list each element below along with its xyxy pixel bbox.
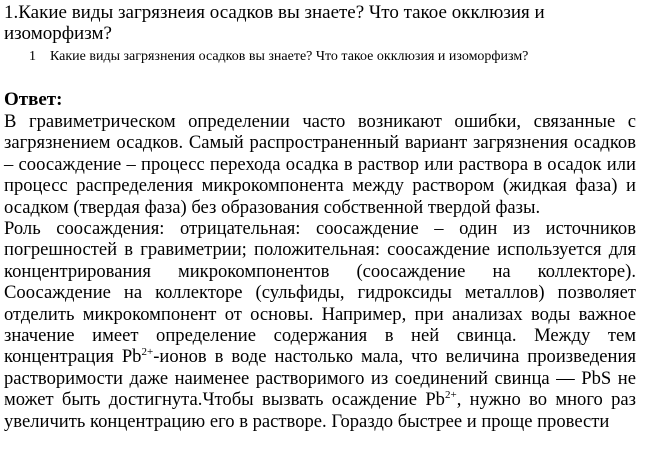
list-item-number: 1: [29, 49, 36, 64]
question-heading: 1.Какие виды загрязнеия осадков вы знаете? Что такое окклюзия и изоморфизм?: [4, 2, 545, 44]
question-list-item: [29, 48, 639, 66]
paragraph-text-part-2: -ионов в воде настолько мала, что величина произведения растворимости даже наименее растворимого из соединений свинца — PbS не может быть достигнута.Чтобы вызвать осаждение Pb: [4, 346, 636, 411]
answer-label: Ответ:: [4, 89, 63, 110]
superscript-charge-1: 2+: [141, 346, 154, 359]
answer-body: [4, 111, 636, 432]
paragraph-text-part-3: , нужно во много раз увеличить концентрацию его в растворе. Гораздо быстрее и проще провести: [4, 389, 636, 432]
list-item-text: Какие виды загрязнения осадков вы знаете? Что такое окклюзия и изоморфизм?: [50, 49, 529, 64]
superscript-charge-2: 2+: [444, 389, 457, 402]
paragraph-text-part-1: Роль соосаждения: отрицательная: соосаждение – один из источников погрешностей в гравиметрии; положительная: соосаждение используется для концентрирования микрокомпонентов (соосаждение на коллекторе). Соосаждение на коллекторе (сульфиды, гидроксиды металлов) позволяет отделить микрокомпонент от основы. Например, при анализах воды важное значение имеет определение содержания в ней свинца. Между тем концентрация Pb: [4, 218, 636, 368]
answer-paragraph-2: [4, 218, 636, 432]
answer-paragraph-1: В гравиметрическом определении часто возникают ошибки, связанные с загрязнением осадков. Самый распространенный вариант загрязнения осадков – соосаждение – процесс перехода осадка в раствор или раствора в осадок или процесс распределения микрокомпонента между раствором (жидкая фаза) и осадком (твердая фаза) без образования собственной твердой фазы.: [4, 111, 636, 218]
